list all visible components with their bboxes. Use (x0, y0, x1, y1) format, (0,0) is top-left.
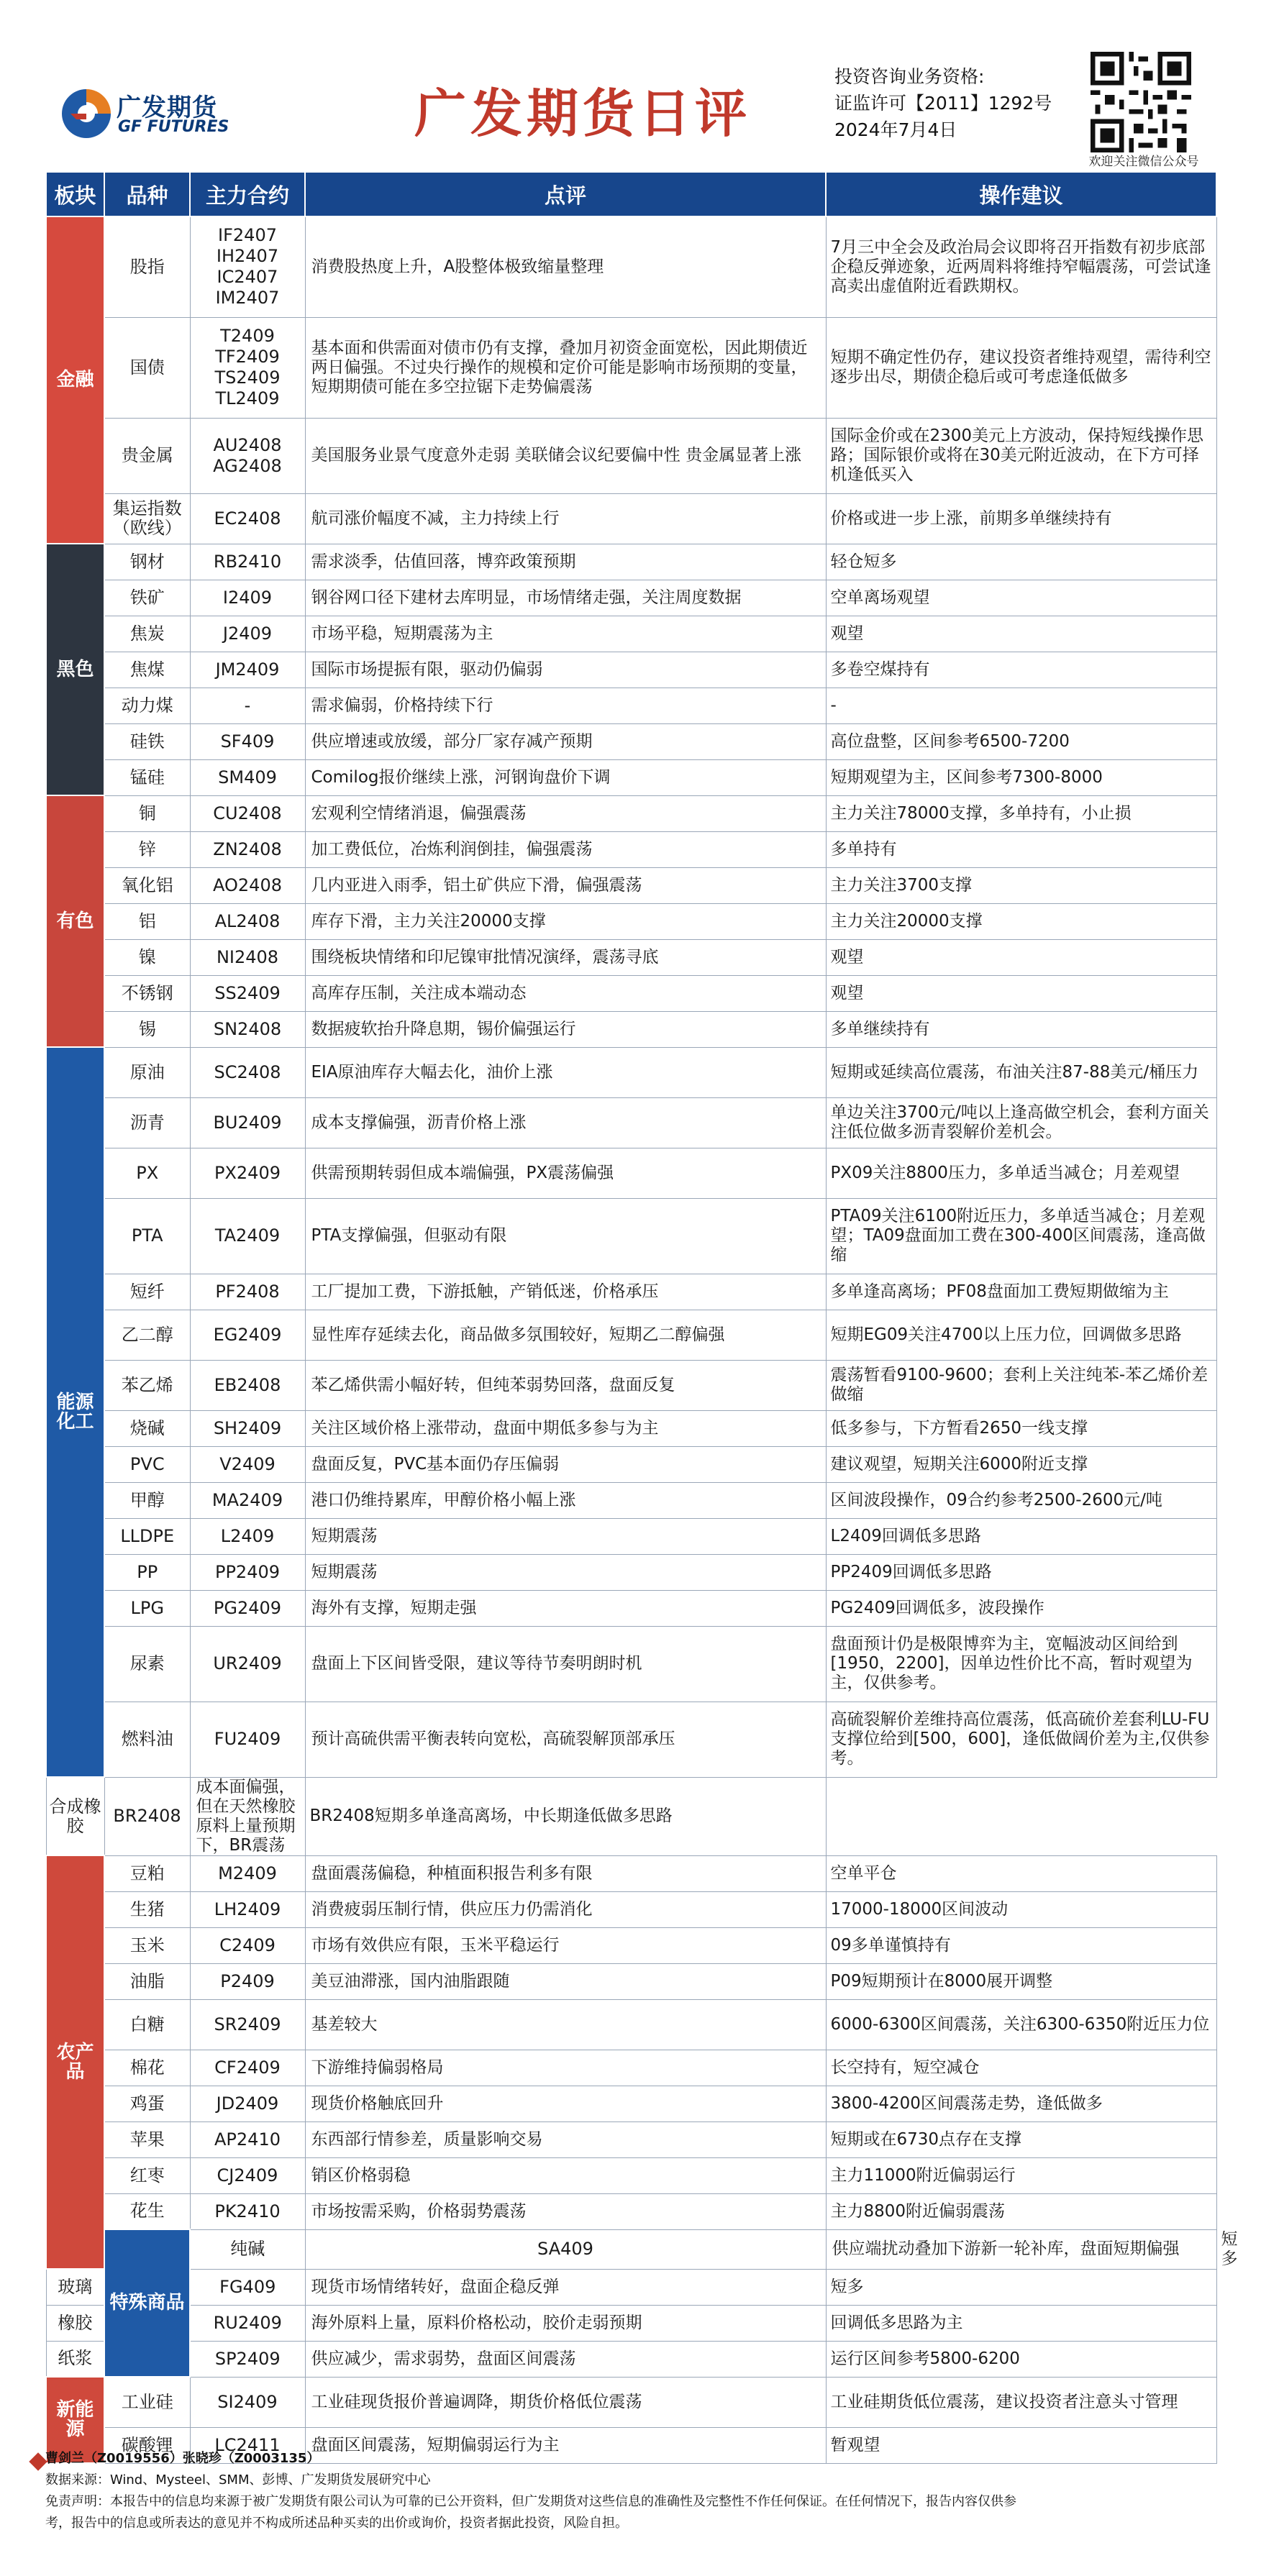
contract-cell: - (190, 688, 305, 723)
advice-cell: 长空持有，短空减仓 (826, 2050, 1216, 2086)
contract-cell: UR2409 (190, 1626, 305, 1702)
license-number: 证监许可【2011】1292号 (834, 93, 1052, 114)
advice-cell: 短多 (826, 2269, 1216, 2305)
sector-cell: 特殊商品 (104, 2229, 190, 2377)
header-contract: 主力合约 (190, 172, 305, 216)
comment-cell: 成本支撑偏强，沥青价格上涨 (305, 1097, 826, 1148)
comment-cell: 市场平稳，短期震荡为主 (305, 616, 826, 652)
variety-cell: 贵金属 (104, 418, 190, 493)
table-row (46, 1482, 1216, 1518)
page-title: 广发期货日评 (414, 83, 751, 144)
qr-caption: 欢迎关注微信公众号 (1088, 155, 1199, 169)
header-advice: 操作建议 (826, 172, 1216, 216)
advice-cell: PTA09关注6100附近压力，多单适当减仓；月差观望；TA09盘面加工费在300-400区间震荡，逢高做缩 (826, 1198, 1216, 1274)
table-row (46, 903, 1216, 939)
contract-cell: CU2408 (190, 795, 305, 831)
table-row (46, 616, 1216, 652)
table-row (46, 1554, 1216, 1590)
comment-cell: 东西部行情参差，质量影响交易 (305, 2121, 826, 2157)
table-row (46, 831, 1216, 867)
table-row (46, 1891, 1216, 1927)
advice-cell: 主力关注20000支撑 (826, 903, 1216, 939)
comment-cell: 显性库存延续去化，商品做多氛围较好，短期乙二醇偏强 (305, 1310, 826, 1360)
variety-cell: 锌 (104, 831, 190, 867)
contract-cell: LH2409 (190, 1891, 305, 1927)
table-header-row (46, 172, 1216, 216)
comment-cell: 工厂提加工费，下游抵触，产销低迷，价格承压 (305, 1274, 826, 1310)
variety-cell: 生猪 (104, 1891, 190, 1927)
comment-cell: Comilog报价继续上涨，河钢询盘价下调 (305, 759, 826, 795)
table-row (46, 795, 1216, 831)
table-row (46, 1999, 1216, 2050)
license-block (834, 63, 1072, 143)
advice-cell: 短期或延续高位震荡，布油关注87-88美元/桶压力 (826, 1047, 1216, 1097)
table-row (46, 2050, 1216, 2086)
data-source: 数据来源：Wind、Mysteel、SMM、彭博、广发期货发展研究中心 (45, 2472, 431, 2488)
contract-cell: BU2409 (190, 1097, 305, 1148)
variety-cell: PVC (104, 1446, 190, 1482)
variety-cell: 集运指数（欧线） (104, 493, 190, 544)
table-row (46, 1148, 1216, 1198)
table-row (46, 688, 1216, 723)
table-row (46, 317, 1216, 418)
advice-cell: 震荡暂看9100-9600；套利上关注纯苯-苯乙烯价差做缩 (826, 1360, 1216, 1410)
table-row (46, 2377, 1216, 2427)
table-row (46, 939, 1216, 975)
variety-cell: 锰硅 (104, 759, 190, 795)
comment-cell: 工业硅现货报价普遍调降，期货价格低位震荡 (305, 2377, 826, 2427)
contract-cell: P2409 (190, 1963, 305, 1999)
variety-cell: 鸡蛋 (104, 2086, 190, 2121)
contract-cell: EB2408 (190, 1360, 305, 1410)
advice-cell: 暂观望 (826, 2427, 1216, 2463)
header-comment: 点评 (305, 172, 826, 216)
advice-cell: 短期EG09关注4700以上压力位，回调做多思路 (826, 1310, 1216, 1360)
variety-cell: PTA (104, 1198, 190, 1274)
contract-cell: AO2408 (190, 867, 305, 903)
table-row (46, 1360, 1216, 1410)
variety-cell: 棉花 (104, 2050, 190, 2086)
advice-cell: 多单持有 (826, 831, 1216, 867)
table-row (46, 1310, 1216, 1360)
sector-cell: 新能源 (46, 2377, 104, 2463)
contract-cell: PX2409 (190, 1148, 305, 1198)
report-footer (45, 2448, 1216, 2534)
comment-cell: 供应减少，需求弱势，盘面区间震荡 (305, 2341, 826, 2377)
table-row (46, 1518, 1216, 1554)
table-row (46, 1198, 1216, 1274)
contract-cell: M2409 (190, 1855, 305, 1891)
comment-cell: 苯乙烯供需小幅好转，但纯苯弱势回落，盘面反复 (305, 1360, 826, 1410)
contract-cell: FU2409 (190, 1702, 305, 1777)
table-row (46, 1963, 1216, 1999)
advice-cell: 7月三中全会及政治局会议即将召开指数有初步底部企稳反弹迹象，近两周料将维持窄幅震荡，可尝试逢高卖出虚值附近看跌期权。 (826, 216, 1216, 317)
advice-cell: 短期不确定性仍存，建议投资者维持观望，需待利空逐步出尽，期债企稳后或可考虑逢低做多 (826, 317, 1216, 418)
report-header (0, 0, 1261, 169)
comment-cell: 下游维持偏弱格局 (305, 2050, 826, 2086)
advice-cell: 17000-18000区间波动 (826, 1891, 1216, 1927)
contract-cell: I2409 (190, 580, 305, 616)
contract-cell: SS2409 (190, 975, 305, 1011)
qr-code-icon (1091, 52, 1191, 152)
contract-cell: BR2408 (104, 1777, 190, 1855)
comment-cell: 基差较大 (305, 1999, 826, 2050)
advice-cell: 主力关注78000支撑，多单持有，小止损 (826, 795, 1216, 831)
variety-cell: 油脂 (104, 1963, 190, 1999)
table-row (46, 1777, 1216, 1855)
advice-cell: 高硫裂解价差维持高位震荡，低高硫价差套利LU-FU支撑位给到[500，600]，逢低做阔价差为主,仅供参考。 (826, 1702, 1216, 1777)
comment-cell: 盘面上下区间皆受限，建议等待节奏明朗时机 (305, 1626, 826, 1702)
comment-cell: 关注区域价格上涨带动，盘面中期低多参与为主 (305, 1410, 826, 1446)
contract-cell: C2409 (190, 1927, 305, 1963)
advice-cell: 盘面预计仍是极限博弈为主，宽幅波动区间给到[1950，2200]，因单边性价比不高，暂时观望为主，仅供参考。 (826, 1626, 1216, 1702)
contract-cell: MA2409 (190, 1482, 305, 1518)
comment-cell: 盘面震荡偏稳，种植面积报告利多有限 (305, 1855, 826, 1891)
advice-cell: 多单继续持有 (826, 1011, 1216, 1047)
variety-cell: 国债 (104, 317, 190, 418)
header-sector: 板块 (46, 172, 104, 216)
variety-cell: 钢材 (104, 544, 190, 580)
variety-cell: 玉米 (104, 1927, 190, 1963)
table-row (46, 1410, 1216, 1446)
contract-cell: FG409 (190, 2269, 305, 2305)
comment-cell: 美豆油滞涨，国内油脂跟随 (305, 1963, 826, 1999)
contract-cell: SA409 (305, 2229, 826, 2269)
advice-cell: PG2409回调低多，波段操作 (826, 1590, 1216, 1626)
contract-cell: ZN2408 (190, 831, 305, 867)
advice-cell: 主力关注3700支撑 (826, 867, 1216, 903)
table-row (46, 2086, 1216, 2121)
comment-cell: 围绕板块情绪和印尼镍审批情况演绎，震荡寻底 (305, 939, 826, 975)
advice-cell: PP2409回调低多思路 (826, 1554, 1216, 1590)
logo-text-cn: 广发期货 (117, 93, 217, 122)
logo-text-en: GF FUTURES (118, 118, 229, 136)
comment-cell: 高库存压制，关注成本端动态 (305, 975, 826, 1011)
advice-cell: 空单平仓 (826, 1855, 1216, 1891)
comment-cell: 美国服务业景气度意外走弱 美联储会议纪要偏中性 贵金属显著上涨 (305, 418, 826, 493)
table-row (46, 1927, 1216, 1963)
contract-cell: AU2408 AG2408 (190, 418, 305, 493)
contract-cell: CJ2409 (190, 2157, 305, 2193)
variety-cell: 甲醇 (104, 1482, 190, 1518)
variety-cell: 工业硅 (104, 2377, 190, 2427)
comment-cell: 库存下滑，主力关注20000支撑 (305, 903, 826, 939)
advice-cell: PX09关注8800压力，多单适当减仓；月差观望 (826, 1148, 1216, 1198)
variety-cell: 玻璃 (46, 2269, 104, 2305)
table-row (46, 418, 1216, 493)
advice-cell: 09多单谨慎持有 (826, 1927, 1216, 1963)
contract-cell: RU2409 (190, 2305, 305, 2341)
table-row (46, 867, 1216, 903)
sector-cell: 金融 (46, 216, 104, 544)
variety-cell: 焦炭 (104, 616, 190, 652)
comment-cell: 需求偏弱，价格持续下行 (305, 688, 826, 723)
comment-cell: 海外原料上量，原料价格松动，胶价走弱预期 (305, 2305, 826, 2341)
comment-cell: 钢谷网口径下建材去库明显，市场情绪走强，关注周度数据 (305, 580, 826, 616)
gf-futures-logo (58, 85, 252, 150)
comment-cell: 市场按需采购，价格弱势震荡 (305, 2193, 826, 2229)
contract-cell: AL2408 (190, 903, 305, 939)
table-row (46, 2269, 1216, 2305)
variety-cell: 镍 (104, 939, 190, 975)
contract-cell: SR2409 (190, 1999, 305, 2050)
gf-logo-icon (58, 85, 115, 142)
comment-cell: 现货价格触底回升 (305, 2086, 826, 2121)
comment-cell: 需求淡季，估值回落，博弈政策预期 (305, 544, 826, 580)
daily-commentary-table (45, 171, 1238, 2464)
variety-cell: 锡 (104, 1011, 190, 1047)
contract-cell: L2409 (190, 1518, 305, 1554)
variety-cell: 花生 (104, 2193, 190, 2229)
contract-cell: AP2410 (190, 2121, 305, 2157)
comment-cell: 国际市场提振有限，驱动仍偏弱 (305, 652, 826, 688)
contract-cell: EG2409 (190, 1310, 305, 1360)
variety-cell: 苹果 (104, 2121, 190, 2157)
advice-cell: 回调低多思路为主 (826, 2305, 1216, 2341)
advice-cell: 6000-6300区间震荡，关注6300-6350附近压力位 (826, 1999, 1216, 2050)
advice-cell: 主力11000附近偏弱运行 (826, 2157, 1216, 2193)
variety-cell: 动力煤 (104, 688, 190, 723)
variety-cell: PX (104, 1148, 190, 1198)
comment-cell: 供应增速或放缓，部分厂家存减产预期 (305, 723, 826, 759)
variety-cell: 乙二醇 (104, 1310, 190, 1360)
comment-cell: 消费疲弱压制行情，供应压力仍需消化 (305, 1891, 826, 1927)
table-row (46, 2305, 1216, 2341)
advice-cell: 空单离场观望 (826, 580, 1216, 616)
comment-cell: 供应端扰动叠加下游新一轮补库，盘面短期偏强 (826, 2229, 1216, 2269)
table-row (46, 1626, 1216, 1702)
advice-cell: 轻仓短多 (826, 544, 1216, 580)
variety-cell: 股指 (104, 216, 190, 317)
advice-cell: 国际金价或在2300美元上方波动，保持短线操作思路；国际银价或将在30美元附近波动，在下方可择机逢低买入 (826, 418, 1216, 493)
comment-cell: 航司涨价幅度不减，主力持续上行 (305, 493, 826, 544)
variety-cell: LPG (104, 1590, 190, 1626)
table-row (46, 1855, 1216, 1891)
advice-cell: 价格或进一步上涨，前期多单继续持有 (826, 493, 1216, 544)
contract-cell: T2409 TF2409 TS2409 TL2409 (190, 317, 305, 418)
contract-cell: PG2409 (190, 1590, 305, 1626)
table-row (46, 1047, 1216, 1097)
variety-cell: 铁矿 (104, 580, 190, 616)
variety-cell: 豆粕 (104, 1855, 190, 1891)
contract-cell: EC2408 (190, 493, 305, 544)
variety-cell: 焦煤 (104, 652, 190, 688)
table-row (46, 2341, 1216, 2377)
contract-cell: SN2408 (190, 1011, 305, 1047)
variety-cell: 原油 (104, 1047, 190, 1097)
contract-cell: RB2410 (190, 544, 305, 580)
comment-cell: 盘面反复，PVC基本面仍存压偏弱 (305, 1446, 826, 1482)
comment-cell: 基本面和供需面对债市仍有支撑，叠加月初资金面宽松，因此期债近两日偏强。不过央行操作的规模和定价可能是影响市场预期的变量，短期期债可能在多空拉锯下走势偏震荡 (305, 317, 826, 418)
comment-cell: 现货市场情绪转好，盘面企稳反弹 (305, 2269, 826, 2305)
table-row (46, 1446, 1216, 1482)
table-row: 特殊商品 纯碱 SA409 供应端扰动叠加下游新一轮补库，盘面短期偏强 短多 (46, 2229, 1216, 2269)
variety-cell: 沥青 (104, 1097, 190, 1148)
table-row (46, 1702, 1216, 1777)
variety-cell: 铝 (104, 903, 190, 939)
advice-cell: 运行区间参考5800-6200 (826, 2341, 1216, 2377)
contract-cell: LC2411 (190, 2427, 305, 2463)
advice-cell: 观望 (826, 939, 1216, 975)
report-date: 2024年7月4日 (834, 119, 957, 140)
comment-cell: 港口仍维持累库，甲醇价格小幅上涨 (305, 1482, 826, 1518)
advice-cell: 单边关注3700元/吨以上逢高做空机会，套利方面关注低位做多沥青裂解价差机会。 (826, 1097, 1216, 1148)
contract-cell: V2409 (190, 1446, 305, 1482)
contract-cell: CF2409 (190, 2050, 305, 2086)
table-row (46, 1097, 1216, 1148)
advice-cell: L2409回调低多思路 (826, 1518, 1216, 1554)
variety-cell: 纯碱 (190, 2229, 305, 2269)
table-row (46, 975, 1216, 1011)
contract-cell: SM409 (190, 759, 305, 795)
comment-cell: 市场有效供应有限，玉米平稳运行 (305, 1927, 826, 1963)
advice-cell: 建议观望，短期关注6000附近支撑 (826, 1446, 1216, 1482)
variety-cell: 不锈钢 (104, 975, 190, 1011)
disclaimer-line-1: 免责声明：本报告中的信息均来源于被广发期货有限公司认为可靠的已公开资料，但广发期货对这些信息的准确性及完整性不作任何保证。在任何情况下，报告内容仅供参 (45, 2494, 1016, 2509)
advice-cell: 观望 (826, 616, 1216, 652)
table-row (46, 759, 1216, 795)
table-row (46, 1011, 1216, 1047)
table-row (46, 2157, 1216, 2193)
comment-cell: 数据疲软抬升降息期，锡价偏强运行 (305, 1011, 826, 1047)
advice-cell: 多单逢高离场；PF08盘面加工费短期做缩为主 (826, 1274, 1216, 1310)
variety-cell: 红枣 (104, 2157, 190, 2193)
variety-cell: 橡胶 (46, 2305, 104, 2341)
contract-cell: PP2409 (190, 1554, 305, 1590)
contract-cell: TA2409 (190, 1198, 305, 1274)
variety-cell: 氧化铝 (104, 867, 190, 903)
comment-cell: 预计高硫供需平衡表转向宽松，高硫裂解顶部承压 (305, 1702, 826, 1777)
table-row (46, 2193, 1216, 2229)
analysts: 曹剑兰（Z0019556）张晓珍（Z0003135） (45, 2451, 320, 2466)
comment-cell: 销区价格弱稳 (305, 2157, 826, 2193)
comment-cell: 海外有支撑，短期走强 (305, 1590, 826, 1626)
advice-cell: 短期观望为主，区间参考7300-8000 (826, 759, 1216, 795)
comment-cell: 供需预期转弱但成本端偏强，PX震荡偏强 (305, 1148, 826, 1198)
comment-cell: 盘面区间震荡，短期偏弱运行为主 (305, 2427, 826, 2463)
variety-cell: LLDPE (104, 1518, 190, 1554)
contract-cell: SC2408 (190, 1047, 305, 1097)
contract-cell: SH2409 (190, 1410, 305, 1446)
table-row (46, 652, 1216, 688)
contract-cell: SF409 (190, 723, 305, 759)
comment-cell: 几内亚进入雨季，铝土矿供应下滑，偏强震荡 (305, 867, 826, 903)
advice-cell: 高位盘整，区间参考6500-7200 (826, 723, 1216, 759)
comment-cell: 成本面偏强，但在天然橡胶原料上量预期下，BR震荡 (190, 1777, 305, 1855)
contract-cell: NI2408 (190, 939, 305, 975)
variety-cell: 苯乙烯 (104, 1360, 190, 1410)
table-row (46, 2121, 1216, 2157)
contract-cell: JM2409 (190, 652, 305, 688)
advice-cell: 多卷空煤持有 (826, 652, 1216, 688)
contract-cell: SP2409 (190, 2341, 305, 2377)
table-row (46, 723, 1216, 759)
sector-cell: 农产品 (46, 1855, 104, 2269)
table-row (46, 544, 1216, 580)
comment-cell: 短期震荡 (305, 1554, 826, 1590)
contract-cell: SI2409 (190, 2377, 305, 2427)
disclaimer-line-2: 考，报告中的信息或所表达的意见并不构成所述品种买卖的出价或询价，投资者据此投资，风险自担。 (45, 2516, 628, 2531)
variety-cell: 铜 (104, 795, 190, 831)
advice-cell: BR2408短期多单逢高离场，中长期逢低做多思路 (305, 1777, 826, 1855)
variety-cell: 短纤 (104, 1274, 190, 1310)
advice-cell: 主力8800附近偏弱震荡 (826, 2193, 1216, 2229)
advice-cell: 3800-4200区间震荡走势，逢低做多 (826, 2086, 1216, 2121)
variety-cell: 碳酸锂 (104, 2427, 190, 2463)
variety-cell: 合成橡胶 (46, 1777, 104, 1855)
variety-cell: 燃料油 (104, 1702, 190, 1777)
table-row (46, 1590, 1216, 1626)
advice-cell: 观望 (826, 975, 1216, 1011)
comment-cell: 宏观利空情绪消退，偏强震荡 (305, 795, 826, 831)
contract-cell: JD2409 (190, 2086, 305, 2121)
license-line: 投资咨询业务资格: (834, 66, 985, 87)
variety-cell: 白糖 (104, 1999, 190, 2050)
table-row (46, 493, 1216, 544)
advice-cell: 区间波段操作，09合约参考2500-2600元/吨 (826, 1482, 1216, 1518)
footer-marker-icon (29, 2452, 47, 2470)
sector-cell: 能源化工 (46, 1047, 104, 1777)
comment-cell: EIA原油库存大幅去化，油价上涨 (305, 1047, 826, 1097)
advice-cell: P09短期预计在8000展开调整 (826, 1963, 1216, 1999)
sector-cell: 黑色 (46, 544, 104, 795)
advice-cell: 工业硅期货低位震荡，建议投资者注意头寸管理 (826, 2377, 1216, 2427)
contract-cell: PF2408 (190, 1274, 305, 1310)
sector-cell: 有色 (46, 795, 104, 1047)
comment-cell: PTA支撑偏强，但驱动有限 (305, 1198, 826, 1274)
variety-cell: 硅铁 (104, 723, 190, 759)
table-row (46, 216, 1216, 317)
table-row (46, 580, 1216, 616)
comment-cell: 短期震荡 (305, 1518, 826, 1554)
advice-cell: 低多参与，下方暂看2650一线支撑 (826, 1410, 1216, 1446)
variety-cell: 烧碱 (104, 1410, 190, 1446)
comment-cell: 消费股热度上升，A股整体极致缩量整理 (305, 216, 826, 317)
variety-cell: 纸浆 (46, 2341, 104, 2377)
comment-cell: 加工费低位，冶炼利润倒挂，偏强震荡 (305, 831, 826, 867)
header-variety: 品种 (104, 172, 190, 216)
contract-cell: IF2407 IH2407 IC2407 IM2407 (190, 216, 305, 317)
advice-cell: 短期或在6730点存在支撑 (826, 2121, 1216, 2157)
table-row (46, 1274, 1216, 1310)
contract-cell: PK2410 (190, 2193, 305, 2229)
contract-cell: J2409 (190, 616, 305, 652)
variety-cell: PP (104, 1554, 190, 1590)
variety-cell: 尿素 (104, 1626, 190, 1702)
advice-cell: - (826, 688, 1216, 723)
